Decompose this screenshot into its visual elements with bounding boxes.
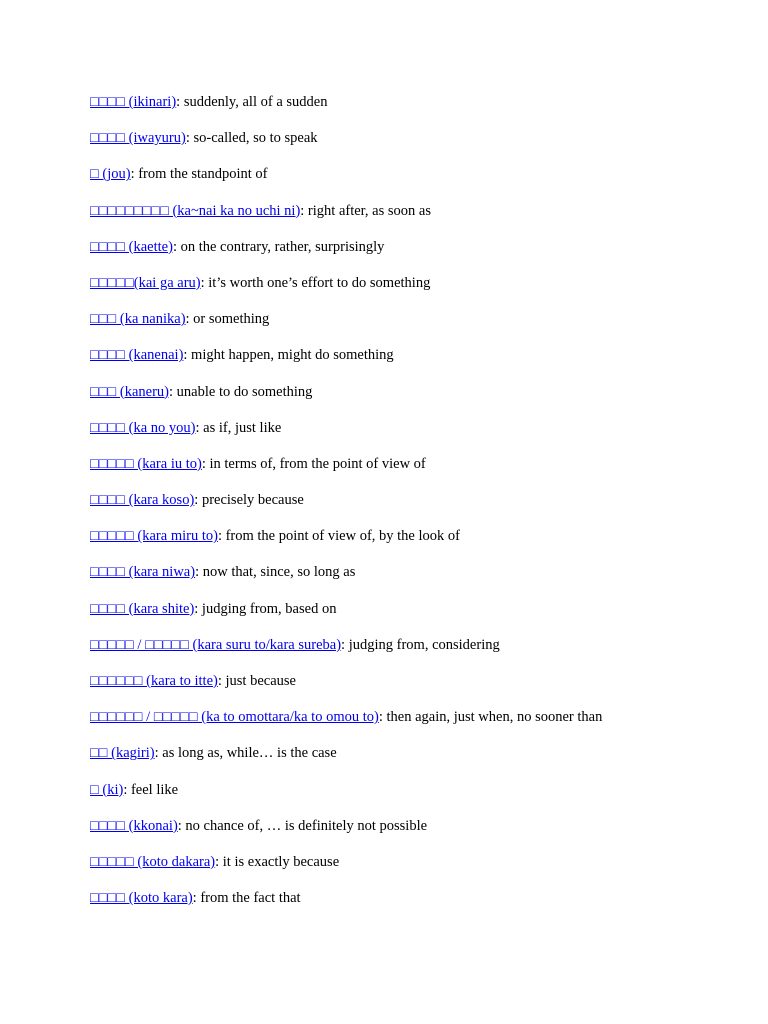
list-item	[90, 599, 750, 635]
term-definition: : feel like	[123, 781, 179, 798]
grammar-term-link[interactable]: □□□□ (kara shite)	[90, 600, 195, 617]
grammar-term-link[interactable]: □□□ (ka nanika)	[90, 311, 186, 328]
list-item	[90, 490, 750, 526]
grammar-term-link[interactable]: □□□□ (kkonai)	[90, 817, 178, 834]
term-definition: : it’s worth one’s effort to do something	[200, 274, 431, 291]
list-item	[90, 562, 750, 598]
grammar-term-link[interactable]: □□□□□ (koto dakara)	[90, 853, 216, 870]
term-definition: : judging from, considering	[341, 636, 500, 653]
grammar-term-link[interactable]: □□□□□(kai ga aru)	[90, 274, 201, 291]
grammar-term-link[interactable]: □□□□ (ka no you)	[90, 419, 196, 436]
list-item	[90, 418, 750, 454]
grammar-term-link[interactable]: □ (jou)	[90, 166, 131, 183]
list-item	[90, 345, 750, 381]
term-definition: : so-called, so to speak	[185, 130, 318, 147]
grammar-term-link[interactable]: □□□□□□□□□ (ka~nai ka no uchi ni)	[90, 202, 301, 219]
list-item	[90, 92, 750, 128]
grammar-term-link[interactable]: □□□□ (kaette)	[90, 238, 173, 255]
grammar-term-link[interactable]: □□□□ (kara niwa)	[90, 564, 196, 581]
term-definition: : from the point of view of, by the look of	[217, 528, 460, 545]
term-definition: : no chance of, … is definitely not possible	[177, 817, 428, 834]
list-item	[90, 526, 750, 562]
term-definition: : now that, since, so long as	[195, 564, 356, 581]
list-item	[90, 852, 750, 888]
document-page	[90, 92, 750, 924]
term-definition: : unable to do something	[169, 383, 313, 400]
list-item	[90, 707, 750, 743]
term-definition: : it is exactly because	[215, 853, 340, 870]
list-item	[90, 635, 750, 671]
term-definition: : on the contrary, rather, surprisingly	[172, 238, 385, 255]
term-definition: : right after, as soon as	[300, 202, 431, 219]
grammar-term-link[interactable]: □□□□□□ (kara to itte)	[90, 673, 218, 689]
grammar-term-link[interactable]: □□□□ (koto kara)	[90, 890, 193, 907]
list-item	[90, 273, 750, 309]
term-definition: : judging from, based on	[194, 600, 337, 617]
list-item	[90, 309, 750, 345]
grammar-term-link[interactable]: □□□□□ / □□□□□ (kara suru to/kara sureba)	[90, 636, 342, 653]
term-definition: : from the standpoint of	[130, 166, 268, 183]
list-item	[90, 888, 750, 924]
grammar-term-link[interactable]: □□□□ (kanenai)	[90, 347, 184, 364]
list-item	[90, 454, 750, 490]
grammar-term-link[interactable]: □□□□□□ / □□□□□ (ka to omottara/ka to omou to)	[90, 709, 379, 726]
term-definition: : as long as, while… is the case	[154, 745, 337, 762]
term-definition: : from the fact that	[192, 890, 301, 907]
grammar-term-link[interactable]: □ (ki)	[90, 781, 124, 798]
list-item	[90, 382, 750, 418]
term-definition: : or something	[185, 311, 270, 328]
list-item	[90, 671, 750, 707]
term-definition: : might happen, might do something	[183, 347, 394, 364]
term-definition: : suddenly, all of a sudden	[176, 94, 328, 110]
grammar-term-link[interactable]: □□□□ (iwayuru)	[90, 130, 186, 147]
list-item	[90, 201, 750, 237]
list-item	[90, 780, 750, 816]
grammar-term-link[interactable]: □□□□ (kara koso)	[90, 492, 195, 509]
list-item	[90, 816, 750, 852]
term-definition: : as if, just like	[195, 419, 282, 436]
list-item	[90, 743, 750, 779]
grammar-term-link[interactable]: □□□ (kaneru)	[90, 383, 170, 400]
term-definition: : then again, just when, no sooner than	[378, 709, 603, 726]
term-definition: : just because	[217, 673, 296, 689]
term-definition: : in terms of, from the point of view of	[201, 455, 426, 472]
list-item	[90, 128, 750, 164]
grammar-term-link[interactable]: □□□□ (ikinari)	[90, 94, 177, 110]
grammar-term-link[interactable]: □□ (kagiri)	[90, 745, 155, 762]
term-definition: : precisely because	[194, 492, 304, 509]
list-item	[90, 237, 750, 273]
list-item	[90, 164, 750, 200]
grammar-term-link[interactable]: □□□□□ (kara iu to)	[90, 455, 202, 472]
grammar-term-link[interactable]: □□□□□ (kara miru to)	[90, 528, 218, 545]
